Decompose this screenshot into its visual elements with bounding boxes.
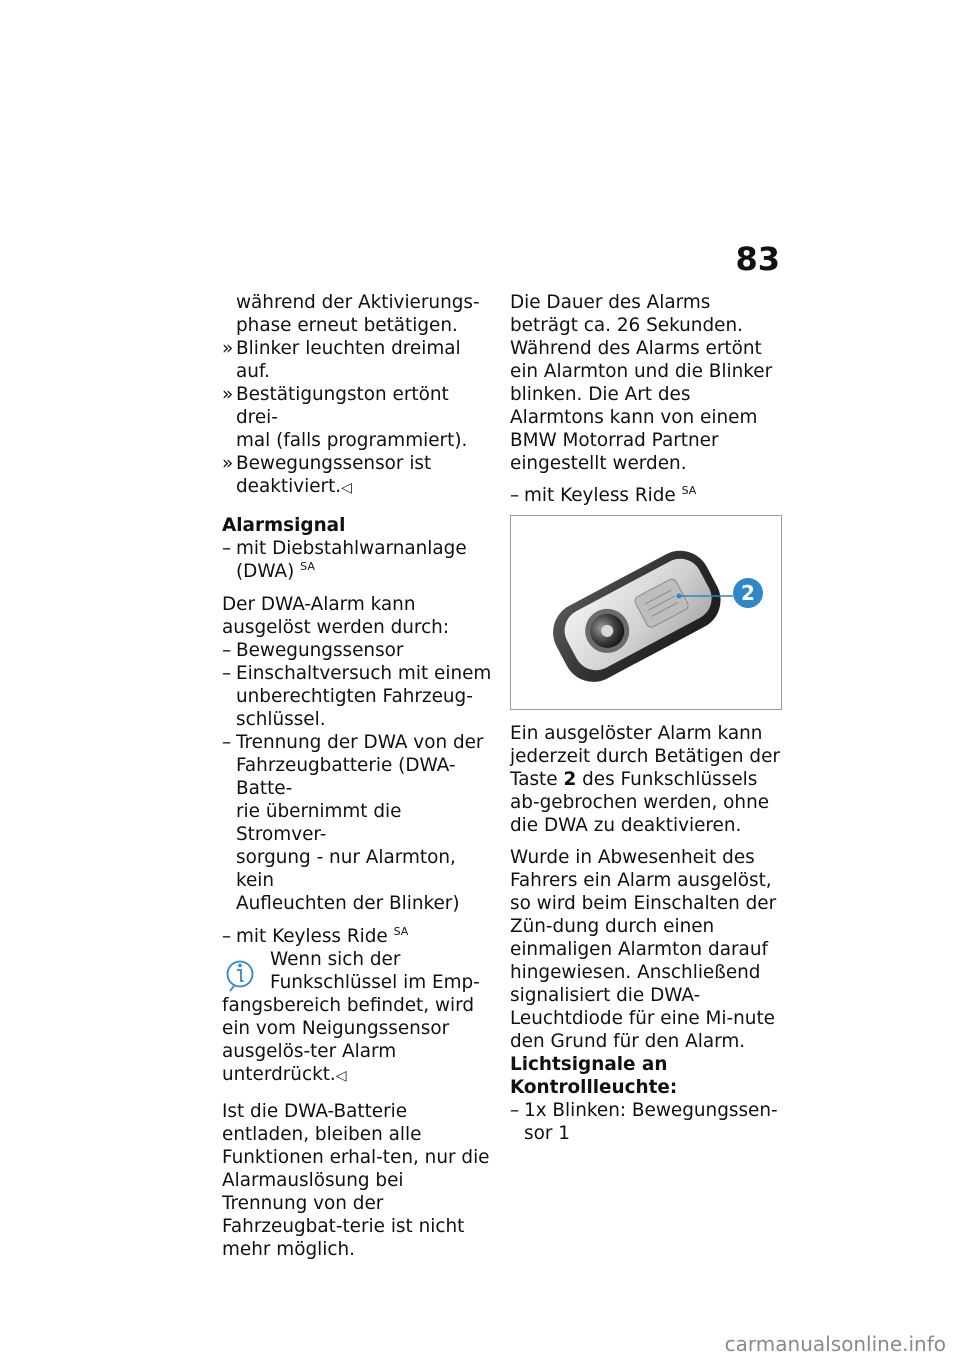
- key-fob-figure: [510, 515, 782, 710]
- result-text: Bewegungssensor ist: [236, 453, 432, 474]
- duration-paragraph: Die Dauer des Alarms beträgt ca. 26 Sekunden. Während des Alarms ertönt ein Alarmton und die Blinker blinken. Die Art des Alarmtons kann von einem BMW Motorrad Partner eingestellt werden.: [510, 292, 773, 474]
- absence-paragraph: Wurde in Abwesenheit des Fahrers ein Alarm ausgelöst, so wird beim Einschalten der Zün-dung durch einen einmaligen Alarmton darauf hingewiesen. Anschließend signalisiert die DWA-Leuchtdiode für eine Mi-nute den Grund für den Alarm.: [510, 847, 777, 1052]
- end-mark: ◁: [341, 480, 352, 496]
- signal-text: 1x Blinken: Bewegungssen-: [524, 1100, 778, 1121]
- key-reference: 2: [563, 769, 577, 790]
- section-heading: Alarmsignal: [222, 515, 346, 536]
- trigger-text-cont: rie übernimmt die Stromver-: [236, 801, 402, 845]
- sa-superscript: SA: [681, 483, 697, 497]
- result-text: Blinker leuchten dreimal auf.: [236, 338, 461, 382]
- trigger-text: Einschaltversuch mit einem: [236, 663, 492, 684]
- left-column: [222, 291, 492, 1270]
- result-text: Bestätigungston ertönt drei-: [236, 384, 449, 428]
- footer-watermark: carmanualsonline.info: [724, 1332, 946, 1356]
- signal-heading: Lichtsignale an: [510, 1054, 668, 1075]
- result-text-cont: deaktiviert.: [236, 476, 342, 497]
- key-fob-illustration: [511, 516, 781, 709]
- equipment-item-keyless: [222, 925, 492, 948]
- result-marker: »: [222, 338, 234, 359]
- abort-text: Ein ausgelöster Alarm kann jederzeit durch Betätigen der Taste: [510, 723, 780, 790]
- trigger-item: [222, 731, 492, 754]
- dash-marker: –: [222, 538, 232, 559]
- result-marker: »: [222, 384, 234, 405]
- trigger-item: [222, 662, 492, 685]
- dash-marker: –: [222, 663, 232, 684]
- signal-item: [510, 1099, 780, 1122]
- trigger-text-cont: schlüssel.: [236, 709, 326, 730]
- trigger-text-cont: sorgung - nur Alarmton, kein: [236, 847, 456, 891]
- result-item: [222, 452, 492, 475]
- result-marker: »: [222, 453, 234, 474]
- note-text: Wenn sich der Funkschlüssel im Emp-fangsbereich befindet, wird ein vom Neigungssensor ausgelös-ter Alarm unterdrückt.: [222, 949, 480, 1085]
- right-column: [510, 291, 780, 1145]
- equipment-text: mit Keyless Ride: [236, 926, 388, 947]
- page-number: 83: [735, 240, 780, 278]
- trigger-item: [222, 639, 492, 662]
- dash-marker: –: [222, 640, 232, 661]
- dash-marker: –: [222, 926, 232, 947]
- signal-heading: Kontrollleuchte:: [510, 1077, 678, 1098]
- continued-step-line: während der Aktivierungs-: [236, 292, 480, 313]
- equipment-text: mit Keyless Ride: [524, 485, 676, 506]
- equipment-item-keyless: [510, 484, 780, 507]
- equipment-item-dwa: [222, 537, 492, 560]
- result-item: [222, 383, 492, 429]
- key-fob: [543, 540, 732, 692]
- continued-step-line: phase erneut betätigen.: [236, 315, 458, 336]
- equipment-text: (DWA): [236, 561, 295, 582]
- trigger-intro: Der DWA-Alarm kann ausgelöst werden durch:: [222, 594, 450, 638]
- equipment-text-cont: [222, 560, 492, 583]
- trigger-text: Bewegungssensor: [236, 640, 404, 661]
- dash-marker: –: [510, 485, 520, 506]
- result-item: [222, 337, 492, 383]
- dash-marker: –: [510, 1100, 520, 1121]
- info-icon: [226, 950, 260, 992]
- sa-superscript: SA: [300, 559, 315, 573]
- dash-marker: –: [222, 732, 232, 753]
- battery-paragraph: Ist die DWA-Batterie entladen, bleiben alle Funktionen erhal-ten, nur die Alarmauslösung bei Trennung von der Fahrzeugbat-terie ist nicht mehr möglich.: [222, 1101, 490, 1260]
- callout-dot: [677, 594, 682, 599]
- signal-text-cont: sor 1: [524, 1123, 570, 1144]
- trigger-text-cont: Fahrzeugbatterie (DWA-Batte-: [236, 755, 456, 799]
- trigger-text-cont: Aufleuchten der Blinker): [236, 893, 460, 914]
- equipment-text: mit Diebstahlwarnanlage: [236, 538, 467, 559]
- trigger-text: Trennung der DWA von der: [236, 732, 484, 753]
- callout-number: 2: [741, 581, 755, 605]
- result-text-cont: [222, 475, 492, 500]
- abort-paragraph: [510, 722, 780, 837]
- info-note: [222, 948, 492, 1088]
- end-mark: ◁: [335, 1068, 347, 1084]
- result-text-cont: mal (falls programmiert).: [236, 430, 468, 451]
- abort-text: des Funkschlüssels ab-gebrochen werden, ohne die DWA zu deaktivieren.: [510, 769, 770, 836]
- trigger-text-cont: unberechtigten Fahrzeug-: [236, 686, 473, 707]
- sa-superscript: SA: [393, 924, 409, 938]
